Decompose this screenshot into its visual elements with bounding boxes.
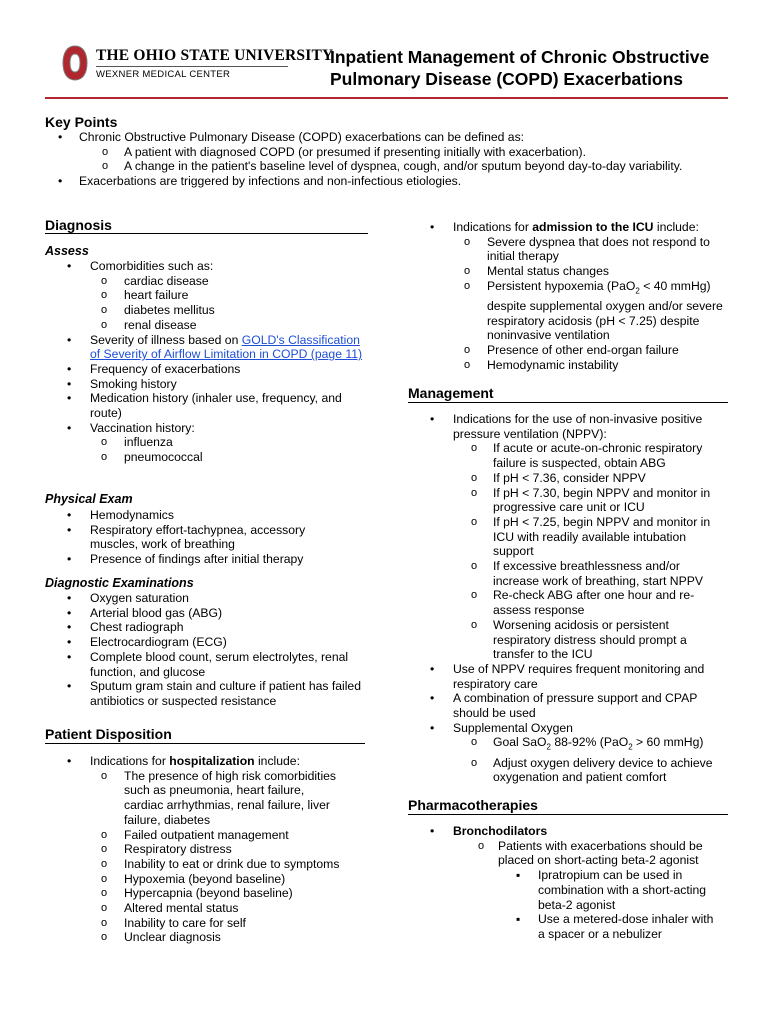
list-item: • Severity of illness based on GOLD's Classification of Severity of Airflow Limitation in COPD (page 11)	[67, 332, 363, 362]
list-item: o Respiratory distress	[101, 842, 232, 857]
header-rule	[45, 97, 728, 99]
list-item: • Exacerbations are triggered by infections and non-infectious etiologies.	[58, 174, 462, 189]
list-item: • Indications for the use of non-invasive positive pressure ventilation (NPPV):	[430, 412, 703, 441]
list-item: o If pH < 7.25, begin NPPV and monitor in ICU with readily available intubation support	[471, 514, 711, 559]
list-item: o Severe dyspnea that does not respond to initial therapy	[464, 234, 710, 264]
list-item: o influenza	[101, 435, 173, 450]
list-item: o Re-check ABG after one hour and re-assess response	[471, 588, 695, 618]
assess-heading: Assess	[45, 244, 89, 258]
list-item: o cardiac disease	[101, 273, 209, 288]
list-item: o Altered mental status	[101, 901, 239, 916]
list-item: • Presence of findings after initial therapy	[67, 552, 304, 567]
list-item: o pneumococcal	[101, 450, 203, 465]
management-list	[408, 412, 720, 785]
pharmacotherapies-heading: Pharmacotherapies	[408, 797, 538, 813]
list-item: o Patients with exacerbations should be placed on short-acting beta-2 agonist	[478, 838, 703, 868]
list-item: o Worsening acidosis or persistent respiratory distress should prompt a transfer to the ICU	[471, 617, 687, 662]
university-name: THE OHIO STATE UNIVERSITY	[96, 47, 334, 64]
diagnostic-exams-list	[45, 591, 365, 709]
list-item: • Bronchodilators	[430, 824, 548, 838]
diagnostic-exams-heading: Diagnostic Examinations	[45, 576, 194, 590]
list-item: o If pH < 7.30, begin NPPV and monitor in progressive care unit or ICU	[471, 485, 711, 515]
medical-center-name: WEXNER MEDICAL CENTER	[96, 69, 231, 80]
list-item: • Use of NPPV requires frequent monitoring and respiratory care	[430, 661, 705, 691]
list-item: o Inability to care for self	[101, 915, 246, 930]
list-item: • Supplemental Oxygen	[430, 720, 573, 735]
document-title: Inpatient Management of Chronic Obstructive Pulmonary Disease (COPD) Exacerbations	[330, 47, 710, 89]
list-item: ▪ Ipratropium can be used in combination with a short-acting beta-2 agonist	[516, 868, 707, 912]
list-item: o If excessive breathlessness and/or increase work of breathing, start NPPV	[471, 559, 703, 588]
list-item: • Electrocardiogram (ECG)	[67, 635, 227, 650]
list-item: • Arterial blood gas (ABG)	[67, 605, 223, 620]
list-item: o Hypercapnia (beyond baseline)	[101, 886, 293, 901]
list-item: o Presence of other end-organ failure	[464, 343, 679, 358]
list-item: • Indications for hospitalization include:	[67, 754, 300, 768]
section-rule	[408, 402, 728, 403]
list-item: • Smoking history	[67, 376, 177, 391]
gold-classification-link[interactable]: GOLD's Classification of Severity of Airflow Limitation in COPD (page 11)	[90, 332, 363, 362]
list-item: • Comorbidities such as:	[67, 259, 214, 273]
list-item: o diabetes mellitus	[101, 303, 215, 318]
list-item: • Sputum gram stain and culture if patient has failed antibiotics or suspected resistance	[67, 679, 361, 708]
list-item: • A combination of pressure support and CPAP should be used	[430, 691, 698, 721]
list-item: o Persistent hypoxemia (PaO$_2$ < 40 mmHg) despite supplemental oxygen and/or severe respiratory acidosis (pH < 7.25) despite noninvasive ventilation	[464, 278, 723, 343]
list-item: o If pH < 7.36, consider NPPV	[471, 470, 646, 485]
list-item: • Frequency of exacerbations	[67, 361, 241, 376]
list-item: • Indications for admission to the ICU include:	[430, 220, 699, 234]
patient-disposition-heading: Patient Disposition	[45, 726, 172, 742]
list-item: • Chronic Obstructive Pulmonary Disease (COPD) exacerbations can be defined as:	[58, 130, 525, 144]
hospitalization-list	[45, 754, 340, 945]
list-item: o Unclear diagnosis	[101, 930, 221, 945]
list-item: • Hemodynamics	[67, 508, 174, 522]
list-item: o Failed outpatient management	[101, 827, 289, 842]
key-points-list	[45, 130, 745, 189]
list-item: • Chest radiograph	[67, 620, 184, 635]
ohio-state-logo	[62, 45, 88, 81]
list-item: o Hypoxemia (beyond baseline)	[101, 871, 286, 886]
list-item: o If acute or acute-on-chronic respiratory failure is suspected, obtain ABG	[471, 441, 703, 471]
icu-admission-list	[408, 220, 728, 372]
physical-exam-list	[45, 508, 345, 567]
logo-divider	[96, 66, 288, 67]
list-item: o renal disease	[101, 317, 197, 332]
physical-exam-heading: Physical Exam	[45, 492, 133, 506]
section-rule	[45, 743, 365, 744]
list-item: o Goal SaO$_2$ 88-92% (PaO$_2$ > 60 mmHg)	[471, 735, 704, 752]
section-rule	[408, 814, 728, 815]
pharmacotherapies-list	[408, 824, 720, 942]
list-item: • Complete blood count, serum electrolytes, renal function, and glucose	[67, 649, 349, 679]
list-item: o Mental status changes	[464, 264, 609, 279]
key-points-heading: Key Points	[45, 114, 118, 130]
list-item: o A patient with diagnosed COPD (or presumed if presenting initially with exacerbation).	[102, 144, 587, 159]
list-item: • Vaccination history:	[67, 420, 195, 435]
diagnosis-heading: Diagnosis	[45, 217, 112, 233]
list-item: • Respiratory effort-tachypnea, accessory muscles, work of breathing	[67, 522, 306, 552]
assess-list	[45, 259, 365, 465]
list-item: • Medication history (inhaler use, frequency, and route)	[67, 391, 342, 421]
section-rule	[45, 233, 368, 234]
management-heading: Management	[408, 385, 494, 401]
list-item: • Oxygen saturation	[67, 591, 189, 605]
list-item: o Inability to eat or drink due to symptoms	[101, 856, 340, 871]
list-item: o Hemodynamic instability	[464, 357, 619, 372]
list-item: o heart failure	[101, 288, 189, 303]
list-item: o Adjust oxygen delivery device to achieve oxygenation and patient comfort	[471, 755, 713, 785]
list-item: o The presence of high risk comorbidities such as pneumonia, heart failure, cardiac arrhythmias, renal failure, liver failure, diabetes	[101, 768, 337, 827]
list-item: o A change in the patient's baseline level of dyspnea, cough, and/or sputum beyond day-to-day variability.	[102, 159, 683, 174]
list-item: ▪ Use a metered-dose inhaler with a spacer or a nebulizer	[516, 912, 714, 941]
